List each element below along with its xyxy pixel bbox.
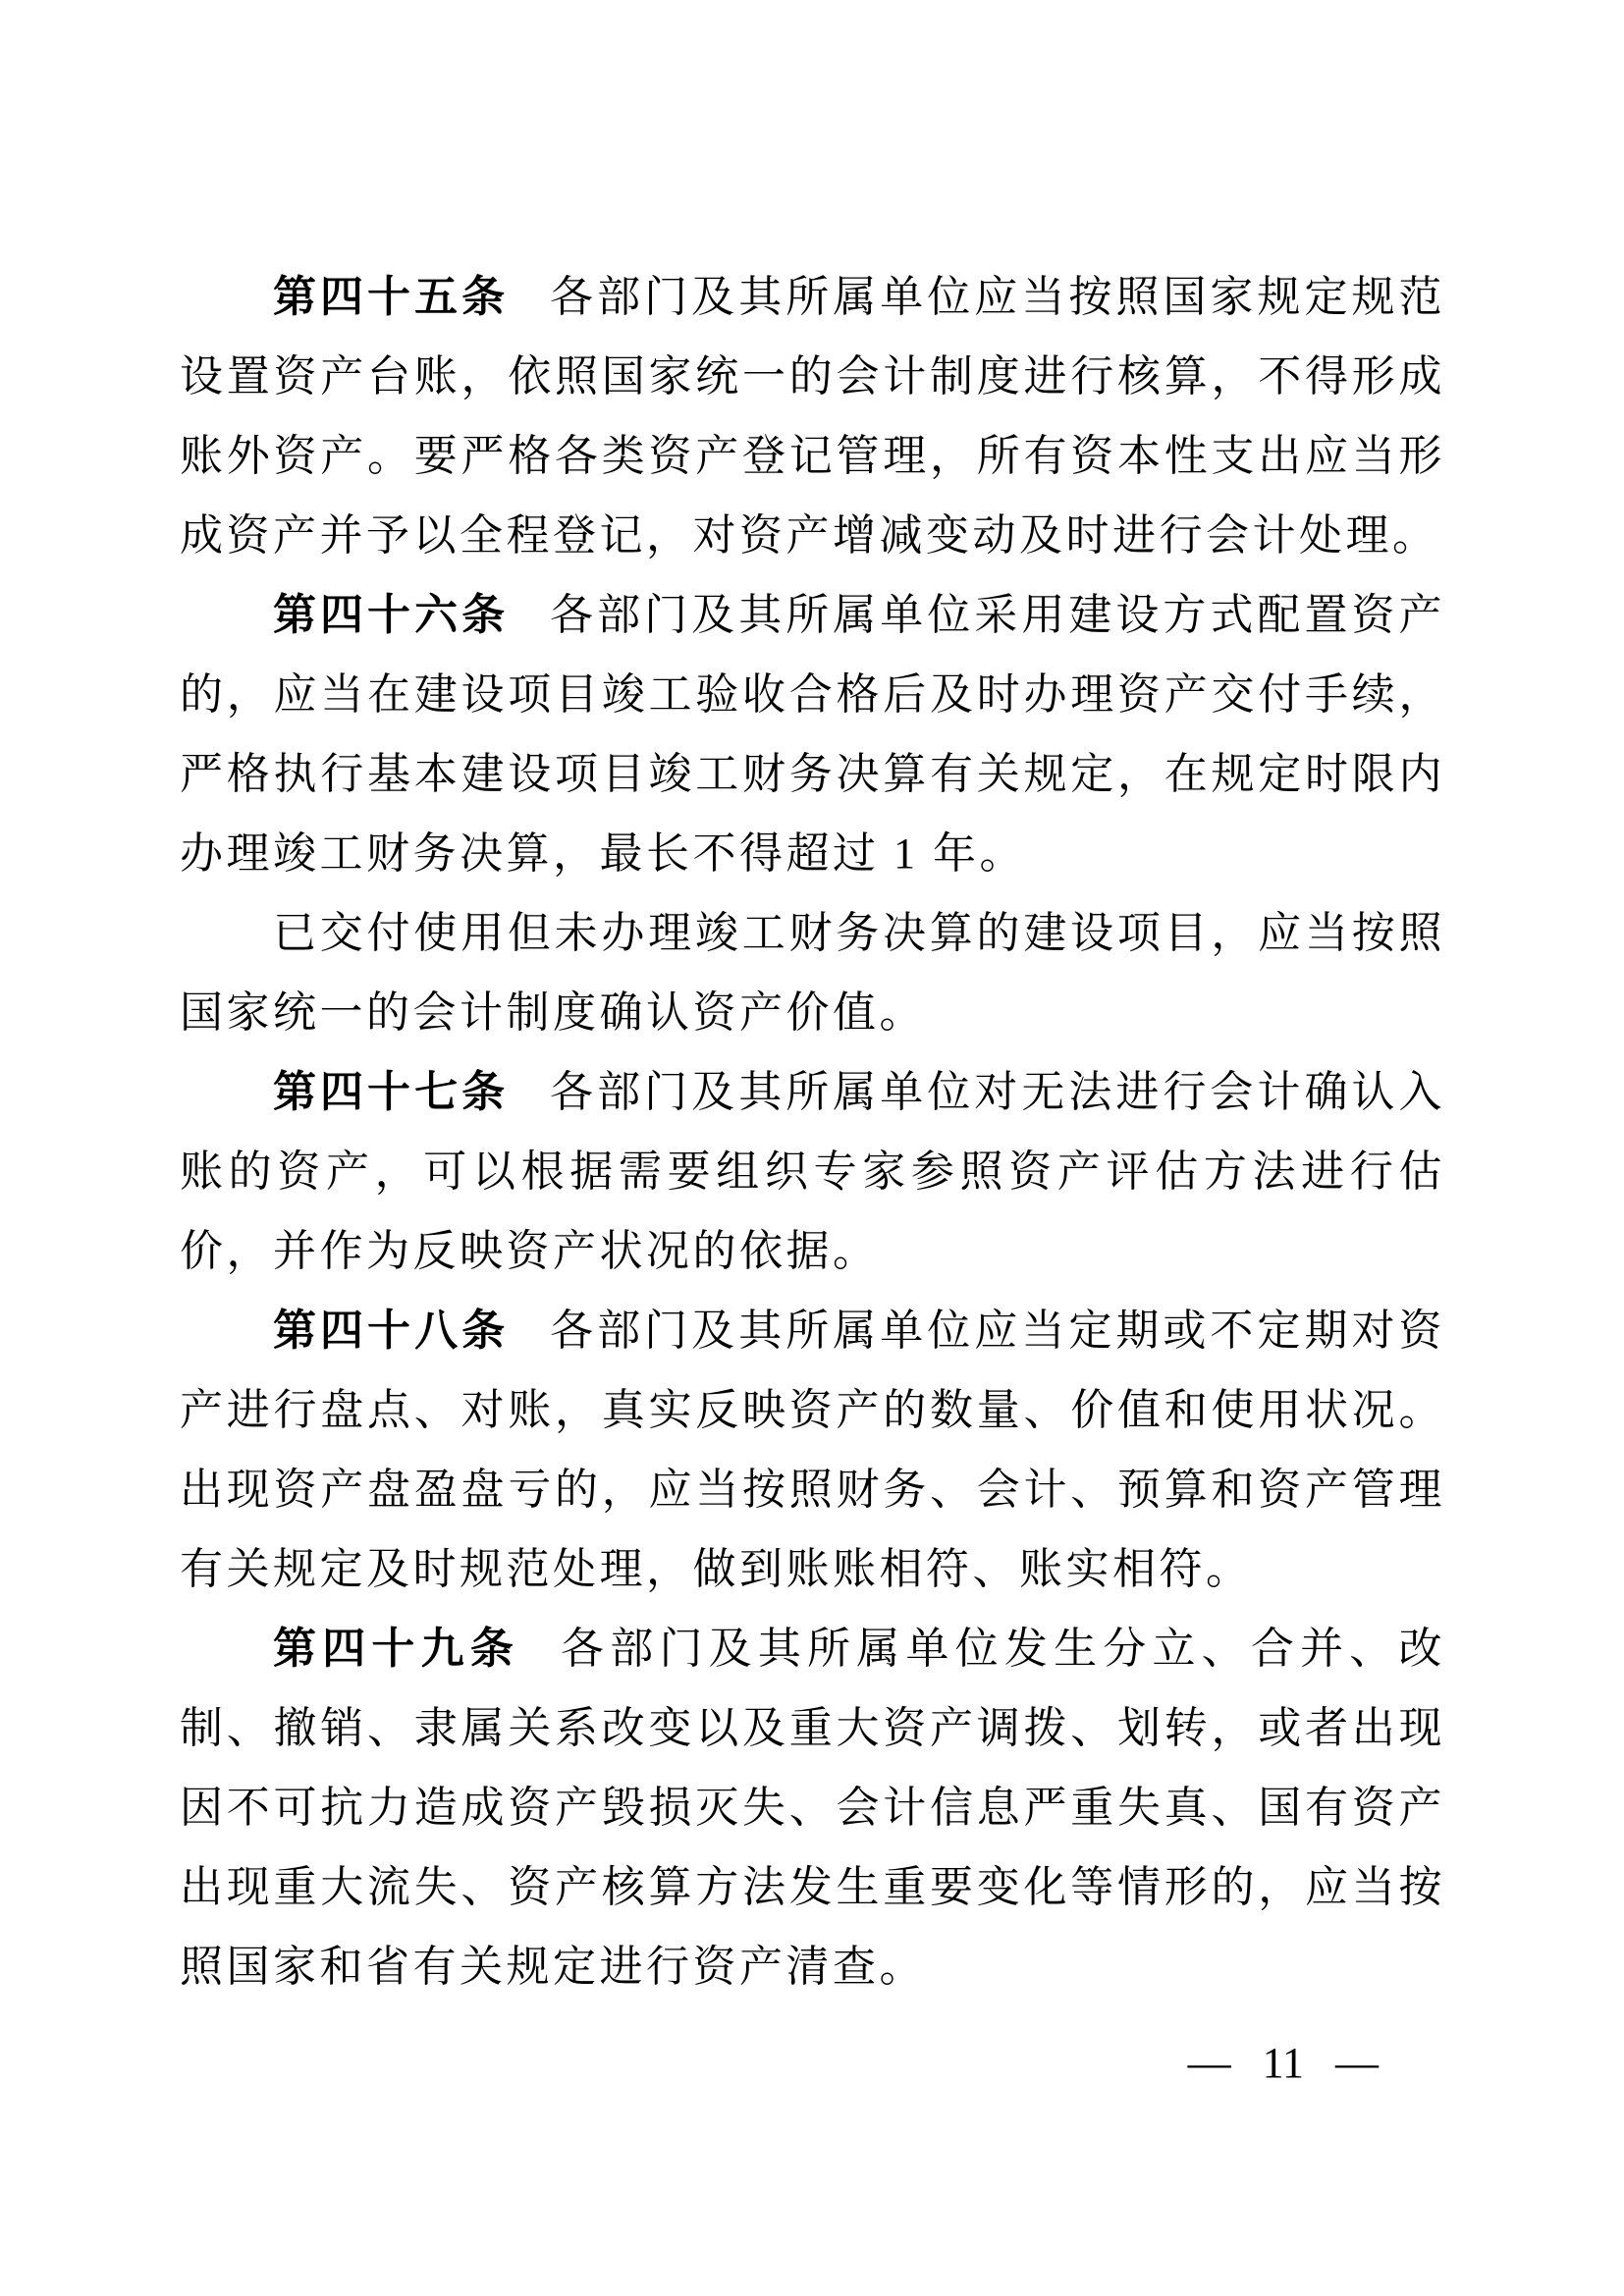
- article-heading: 第四十九条: [273, 1625, 520, 1673]
- paragraph-article-48: [180, 1291, 1445, 1609]
- article-heading: 第四十六条: [273, 591, 510, 639]
- article-text: 各部门及其所属单位应当按照国家规定规范设置资产台账，依照国家统一的会计制度进行核算，不得形成账外资产。要严格各类资产登记管理，所有资本性支出应当形成资产并予以全程登记，对资产增减变动及时进行会计处理。: [180, 273, 1445, 560]
- article-text: 各部门及其所属单位采用建设方式配置资产的，应当在建设项目竣工验收合格后及时办理资产交付手续，严格执行基本建设项目竣工财务决算有关规定，在规定时限内办理竣工财务决算，最长不得超过 1 年。: [180, 591, 1445, 878]
- article-heading: 第四十七条: [273, 1068, 510, 1116]
- footer-left-dash: —: [1187, 2039, 1231, 2087]
- paragraph-article-46: [180, 575, 1445, 893]
- page-number: 11: [1262, 2039, 1304, 2087]
- paragraph-article-45: [180, 257, 1445, 575]
- paragraph-article-47: [180, 1052, 1445, 1291]
- page-number-footer: [1188, 2040, 1379, 2087]
- document-text-block: [180, 257, 1445, 2006]
- paragraph-article-49: [180, 1609, 1445, 2006]
- article-text: 各部门及其所属单位发生分立、合并、改制、撤销、隶属关系改变以及重大资产调拨、划转，或者出现因不可抗力造成资产毁损灭失、会计信息严重失真、国有资产出现重大流失、资产核算方法发生重要变化等情形的，应当按照国家和省有关规定进行资产清查。: [180, 1625, 1446, 1991]
- article-text: 已交付使用但未办理竣工财务决算的建设项目，应当按照国家统一的会计制度确认资产价值。: [180, 909, 1445, 1037]
- article-text: 各部门及其所属单位对无法进行会计确认入账的资产，可以根据需要组织专家参照资产评估方法进行估价，并作为反映资产状况的依据。: [180, 1068, 1445, 1275]
- footer-right-dash: —: [1335, 2039, 1379, 2087]
- paragraph-article-46-continuation: [180, 893, 1445, 1052]
- article-heading: 第四十八条: [273, 1307, 510, 1355]
- article-heading: 第四十五条: [273, 273, 510, 321]
- article-text: 各部门及其所属单位应当定期或不定期对资产进行盘点、对账，真实反映资产的数量、价值和使用状况。出现资产盘盈盘亏的，应当按照财务、会计、预算和资产管理有关规定及时规范处理，做到账账相符、账实相符。: [180, 1307, 1445, 1593]
